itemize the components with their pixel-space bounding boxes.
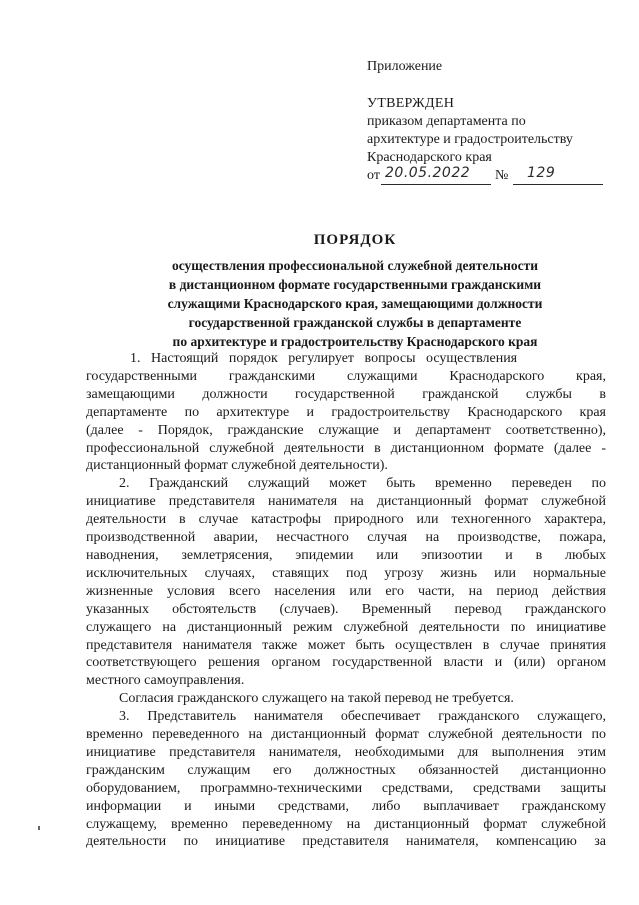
handwritten-date: 20.05.2022 <box>385 165 471 181</box>
paragraph-line: департаменте по архитектуре и градостроительству Краснодарского края <box>86 404 606 420</box>
title-line: осуществления профессиональной служебной деятельности <box>171 258 539 273</box>
paragraph-line: оборудованием, программно-техническими средствами, средствами защиты <box>86 780 606 796</box>
paragraph-line: профессиональной служебной деятельности в дистанционном формате (далее - <box>86 440 606 456</box>
paragraph-line: представителя нанимателя также может быть осуществлен в случае принятия <box>86 637 606 653</box>
paragraph-line: (далее - Порядок, гражданские служащие и департамент соответственно), <box>86 422 606 438</box>
title-line: по архитектуре и градостроительству Краснодарского края <box>172 334 538 349</box>
handwritten-number: 129 <box>527 165 556 181</box>
title-line: служащими Краснодарского края, замещающими должности <box>167 296 543 311</box>
paragraph-line: инициативе представителя нанимателя, необходимыми для выполнения этим <box>86 744 606 760</box>
paragraph-line: временно переведенного на дистанционный формат служебной деятельности по <box>86 727 606 743</box>
number-underline <box>513 184 603 185</box>
paragraph-line: 1. Настоящий порядок регулирует вопросы осуществления <box>130 351 518 366</box>
paragraph-line: деятельности в случае катастрофы природного или техногенного характера, <box>86 512 606 528</box>
paragraph-line: исключительных случаях, ставящих под угрозу жизнь или нормальные <box>86 565 606 581</box>
document-body <box>86 350 606 851</box>
paragraph-line: производственной аварии, несчастного случая на производстве, пожара, <box>86 530 606 546</box>
order-line: архитектуре и градостроительству <box>367 132 573 147</box>
appendix-label: Приложение <box>367 59 443 74</box>
paragraph-line: указанных обстоятельств (случаев). Временный перевод гражданского <box>86 601 606 617</box>
order-line: приказом департамента по <box>367 114 526 129</box>
scan-speck <box>38 826 40 830</box>
paragraph-line: 2. Гражданский служащий может быть временно переведен по <box>119 476 606 492</box>
approved-label: УТВЕРЖДЕН <box>367 96 455 111</box>
from-label: от <box>367 168 380 183</box>
paragraph-line: деятельности по инициативе представителя нанимателя, компенсацию за <box>86 834 606 850</box>
date-underline <box>381 184 491 185</box>
paragraph-line: 3. Представитель нанимателя обеспечивает гражданского служащего, <box>119 709 606 725</box>
paragraph-line: местного самоуправления. <box>86 673 245 689</box>
paragraph-line: дистанционный формат служебной деятельности). <box>86 458 388 474</box>
paragraph-line: жизненные условия всего населения или его части, на период действия <box>86 583 606 599</box>
paragraph-line: соответствующего решения органом государственной власти и (или) органом <box>86 655 606 671</box>
paragraph-line: служащему, временно переведенному на дистанционный формат служебной <box>86 816 606 832</box>
title-line: в дистанционном формате государственными гражданскими <box>168 277 542 292</box>
number-label: № <box>495 168 509 183</box>
approval-block <box>367 58 617 187</box>
paragraph-line: замещающими должности государственной гражданской службы в <box>86 386 606 402</box>
date-number-line <box>367 167 617 187</box>
order-line: Краснодарского края <box>367 150 492 165</box>
paragraph-line: служащего на дистанционный режим служебной деятельности по инициативе <box>86 619 606 635</box>
paragraph-line: информации и иными средствами, либо выплачивает гражданскому <box>86 798 606 814</box>
paragraph-line: гражданским служащим его должностных обязанностей дистанционно <box>86 762 606 778</box>
paragraph-line: инициативе представителя нанимателя на дистанционный формат служебной <box>86 494 606 510</box>
paragraph-line: государственными гражданскими служащими Краснодарского края, <box>86 368 606 384</box>
title-line: государственной гражданской службы в департаменте <box>188 315 522 330</box>
document-title <box>120 232 590 351</box>
paragraph-line: Согласия гражданского служащего на такой перевод не требуется. <box>119 691 514 707</box>
title-main: ПОРЯДОК <box>313 232 397 248</box>
paragraph-line: наводнения, землетрясения, эпидемии или эпизоотии и в любых <box>86 547 606 563</box>
